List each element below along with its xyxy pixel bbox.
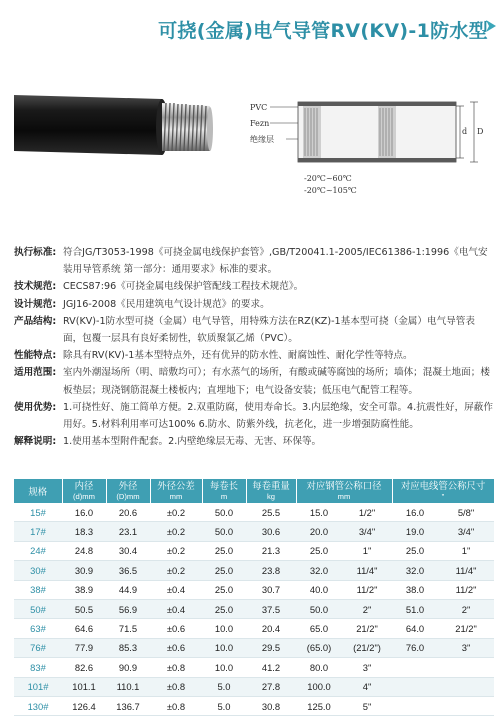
table-cell: 50.5 bbox=[62, 599, 106, 618]
table-cell: 24.8 bbox=[62, 541, 106, 560]
table-row bbox=[14, 619, 494, 638]
spec-value: 1.使用基本型附件配套。2.内壁绝缘层无毒、无害、环保等。 bbox=[63, 436, 322, 448]
dim-d-label: d bbox=[462, 127, 468, 136]
table-row bbox=[14, 522, 494, 541]
spec-size-cell: 76# bbox=[14, 638, 62, 657]
table-cell: 5.0 bbox=[202, 677, 246, 696]
table-cell: 37.5 bbox=[246, 599, 296, 618]
table-cell: 100.0 bbox=[296, 677, 342, 696]
table-cell: 30.4 bbox=[106, 541, 150, 560]
spec-value: RV(KV)-1防水型可挠（金属）电气导管，用特殊方法在RZ(KZ)-1基本型可挠（金属）电气导管表面，包覆一层具有良好柔韧性，软质聚氯乙烯（PVC）。 bbox=[63, 315, 475, 345]
col-header: 对应钢管公称口径 mm bbox=[296, 479, 392, 503]
table-cell: 51.0 bbox=[392, 599, 438, 618]
table-cell: 36.5 bbox=[106, 561, 150, 580]
table-cell: 25.0 bbox=[296, 541, 342, 560]
table-row bbox=[14, 561, 494, 580]
table-cell: 20.0 bbox=[296, 522, 342, 541]
table-cell: 23.8 bbox=[246, 561, 296, 580]
spec-value: 室内外潮湿场所（明、暗敷均可）；有水蒸气的场所，有酸或碱等腐蚀的场所；墙体；混凝土地面；楼板垫层；现浇钢筋混凝土楼板内；直埋地下；电气设备安装；低压电气配管工程等。 bbox=[63, 367, 490, 396]
table-cell: ±0.8 bbox=[150, 677, 202, 696]
table-cell: 11/4" bbox=[342, 561, 392, 580]
table-cell: 25.0 bbox=[202, 561, 246, 580]
table-cell: 38.9 bbox=[62, 580, 106, 599]
table-cell bbox=[438, 677, 494, 696]
table-cell: ±0.8 bbox=[150, 658, 202, 677]
spec-size-cell: 17# bbox=[14, 522, 62, 541]
spec-value: 除具有RV(KV)-1基本型特点外，还有优异的防水性、耐腐蚀性、耐化学性等特点。 bbox=[63, 350, 413, 362]
table-row bbox=[14, 658, 494, 677]
table-cell: 41.2 bbox=[246, 658, 296, 677]
table-cell: 50.0 bbox=[202, 503, 246, 522]
table-cell: 15.0 bbox=[296, 503, 342, 522]
table-cell: 56.9 bbox=[106, 599, 150, 618]
table-cell: 25.0 bbox=[202, 599, 246, 618]
insulation-label: 绝缘层 bbox=[250, 135, 274, 144]
spec-key: 设计规范: bbox=[14, 298, 57, 310]
table-row bbox=[14, 677, 494, 696]
col-header: 每卷长 m bbox=[202, 479, 246, 503]
fezn-label: Fezn bbox=[250, 119, 270, 128]
spec-size-cell: 130# bbox=[14, 696, 62, 715]
col-header: 对应电线管公称尺寸 " bbox=[392, 479, 494, 503]
table-cell: ±0.2 bbox=[150, 503, 202, 522]
table-cell: 30.9 bbox=[62, 561, 106, 580]
spec-key: 技术规范: bbox=[14, 281, 57, 293]
table-cell: 90.9 bbox=[106, 658, 150, 677]
table-row bbox=[14, 638, 494, 657]
table-cell bbox=[392, 658, 438, 677]
table-cell: 3" bbox=[342, 658, 392, 677]
table-cell: 21/2" bbox=[342, 619, 392, 638]
spec-value: JGJ16-2008《民用建筑电气设计规范》的要求。 bbox=[63, 298, 270, 310]
table-cell: 85.3 bbox=[106, 638, 150, 657]
table-cell: ±0.8 bbox=[150, 696, 202, 715]
cross-section-diagram bbox=[248, 92, 493, 202]
table-cell: 30.8 bbox=[246, 696, 296, 715]
temp-range-2: -20℃~105℃ bbox=[304, 186, 357, 195]
spec-size-cell: 63# bbox=[14, 619, 62, 638]
specification-table bbox=[14, 479, 495, 716]
spec-size-cell: 83# bbox=[14, 658, 62, 677]
table-cell: 19.0 bbox=[392, 522, 438, 541]
spec-row bbox=[14, 399, 494, 433]
table-cell bbox=[392, 677, 438, 696]
spec-key: 使用优势: bbox=[14, 401, 57, 413]
table-cell: 18.3 bbox=[62, 522, 106, 541]
table-cell: 136.7 bbox=[106, 696, 150, 715]
table-cell bbox=[438, 658, 494, 677]
table-cell: ±0.2 bbox=[150, 561, 202, 580]
col-header: 外径公差 mm bbox=[150, 479, 202, 503]
table-cell: 126.4 bbox=[62, 696, 106, 715]
table-header-row bbox=[14, 479, 494, 503]
table-cell: 40.0 bbox=[296, 580, 342, 599]
table-cell: 20.4 bbox=[246, 619, 296, 638]
col-header: 每卷重量 kg bbox=[246, 479, 296, 503]
spec-key: 性能特点: bbox=[14, 350, 57, 362]
spec-list bbox=[14, 244, 494, 450]
spec-size-cell: 50# bbox=[14, 599, 62, 618]
spec-key: 产品结构: bbox=[14, 315, 57, 327]
spec-size-cell: 24# bbox=[14, 541, 62, 560]
table-cell: (21/2") bbox=[342, 638, 392, 657]
decorative-mark-icon bbox=[486, 20, 496, 32]
table-cell: 2" bbox=[438, 599, 494, 618]
table-cell: 20.6 bbox=[106, 503, 150, 522]
table-cell: 64.0 bbox=[392, 619, 438, 638]
dim-D-label: D bbox=[477, 127, 484, 136]
table-cell: 3/4" bbox=[438, 522, 494, 541]
table-cell: 10.0 bbox=[202, 638, 246, 657]
page-title: 可挠(金属)电气导管RV(KV)-1防水型 bbox=[158, 20, 488, 42]
spec-row bbox=[14, 347, 494, 364]
spec-row bbox=[14, 296, 494, 313]
table-row bbox=[14, 580, 494, 599]
table-cell: 32.0 bbox=[296, 561, 342, 580]
table-cell: 101.1 bbox=[62, 677, 106, 696]
table-cell: 11/2" bbox=[342, 580, 392, 599]
table-cell: 1/2" bbox=[342, 503, 392, 522]
table-row bbox=[14, 503, 494, 522]
spec-value: CECS87:96《可挠金属电线保护管配线工程技术规范》。 bbox=[63, 281, 304, 293]
col-header: 外径 (D)mm bbox=[106, 479, 150, 503]
spec-row bbox=[14, 313, 494, 347]
table-cell: 125.0 bbox=[296, 696, 342, 715]
table-cell: 50.0 bbox=[296, 599, 342, 618]
table-cell: 50.0 bbox=[202, 522, 246, 541]
col-header: 规格 bbox=[14, 479, 62, 503]
table-cell: 82.6 bbox=[62, 658, 106, 677]
spec-size-cell: 30# bbox=[14, 561, 62, 580]
table-cell: 21/2" bbox=[438, 619, 494, 638]
table-cell: 5" bbox=[342, 696, 392, 715]
table-cell: 71.5 bbox=[106, 619, 150, 638]
spec-value: 1.可挠性好、施工简单方便。2.双重防腐，使用寿命长。3.内层绝缘，安全可靠。4.抗震性好，屏蔽作用好。5.材料利用率可达100% 6.防水、防紫外线，抗老化，进一步增强防腐性能。 bbox=[63, 401, 493, 431]
table-cell: 77.9 bbox=[62, 638, 106, 657]
spec-key: 解释说明: bbox=[14, 436, 57, 448]
table-cell: 16.0 bbox=[62, 503, 106, 522]
spec-size-cell: 15# bbox=[14, 503, 62, 522]
pvc-label: PVC bbox=[250, 103, 268, 112]
conduit-photo bbox=[12, 89, 214, 161]
table-cell: 38.0 bbox=[392, 580, 438, 599]
table-row bbox=[14, 541, 494, 560]
table-cell: 29.5 bbox=[246, 638, 296, 657]
spec-value: 符合JG/T3053-1998《可挠金属电线保护套管》,GB/T20041.1-2005/IEC61386-1:1996《电气安装用导管系统 第一部分：通用要求》标准的要求。 bbox=[63, 247, 488, 276]
spec-key: 适用范围: bbox=[14, 367, 57, 379]
table-cell: 64.6 bbox=[62, 619, 106, 638]
spec-row bbox=[14, 433, 494, 450]
table-cell: 10.0 bbox=[202, 658, 246, 677]
table-cell: 1" bbox=[342, 541, 392, 560]
table-cell: 65.0 bbox=[296, 619, 342, 638]
spec-row bbox=[14, 364, 494, 398]
table-cell: 1" bbox=[438, 541, 494, 560]
table-cell: 25.0 bbox=[202, 580, 246, 599]
table-cell: 3" bbox=[438, 638, 494, 657]
spec-row bbox=[14, 278, 494, 295]
table-cell: 30.7 bbox=[246, 580, 296, 599]
table-cell: 25.5 bbox=[246, 503, 296, 522]
table-cell: 2" bbox=[342, 599, 392, 618]
table-cell: ±0.4 bbox=[150, 580, 202, 599]
table-cell: (65.0) bbox=[296, 638, 342, 657]
table-cell: 27.8 bbox=[246, 677, 296, 696]
table-cell: 23.1 bbox=[106, 522, 150, 541]
table-cell: 5.0 bbox=[202, 696, 246, 715]
table-cell: 11/2" bbox=[438, 580, 494, 599]
table-cell: ±0.6 bbox=[150, 619, 202, 638]
table-cell: 4" bbox=[342, 677, 392, 696]
temp-range-1: -20℃~60℃ bbox=[304, 174, 352, 183]
table-cell: 110.1 bbox=[106, 677, 150, 696]
table-cell: 11/4" bbox=[438, 561, 494, 580]
table-cell: ±0.6 bbox=[150, 638, 202, 657]
table-cell: 25.0 bbox=[202, 541, 246, 560]
table-cell: 80.0 bbox=[296, 658, 342, 677]
table-cell: 10.0 bbox=[202, 619, 246, 638]
table-cell: 3/4" bbox=[342, 522, 392, 541]
table-cell: 21.3 bbox=[246, 541, 296, 560]
table-cell: 30.6 bbox=[246, 522, 296, 541]
table-cell: 76.0 bbox=[392, 638, 438, 657]
table-cell: ±0.2 bbox=[150, 541, 202, 560]
table-cell: 5/8" bbox=[438, 503, 494, 522]
table-cell: ±0.2 bbox=[150, 522, 202, 541]
table-row bbox=[14, 599, 494, 618]
table-cell: 25.0 bbox=[392, 541, 438, 560]
spec-size-cell: 101# bbox=[14, 677, 62, 696]
table-cell: 16.0 bbox=[392, 503, 438, 522]
spec-key: 执行标准: bbox=[14, 247, 57, 258]
table-cell: 32.0 bbox=[392, 561, 438, 580]
col-header: 内径 (d)mm bbox=[62, 479, 106, 503]
table-cell: ±0.4 bbox=[150, 599, 202, 618]
spec-row bbox=[14, 244, 494, 278]
spec-size-cell: 38# bbox=[14, 580, 62, 599]
table-cell: 44.9 bbox=[106, 580, 150, 599]
